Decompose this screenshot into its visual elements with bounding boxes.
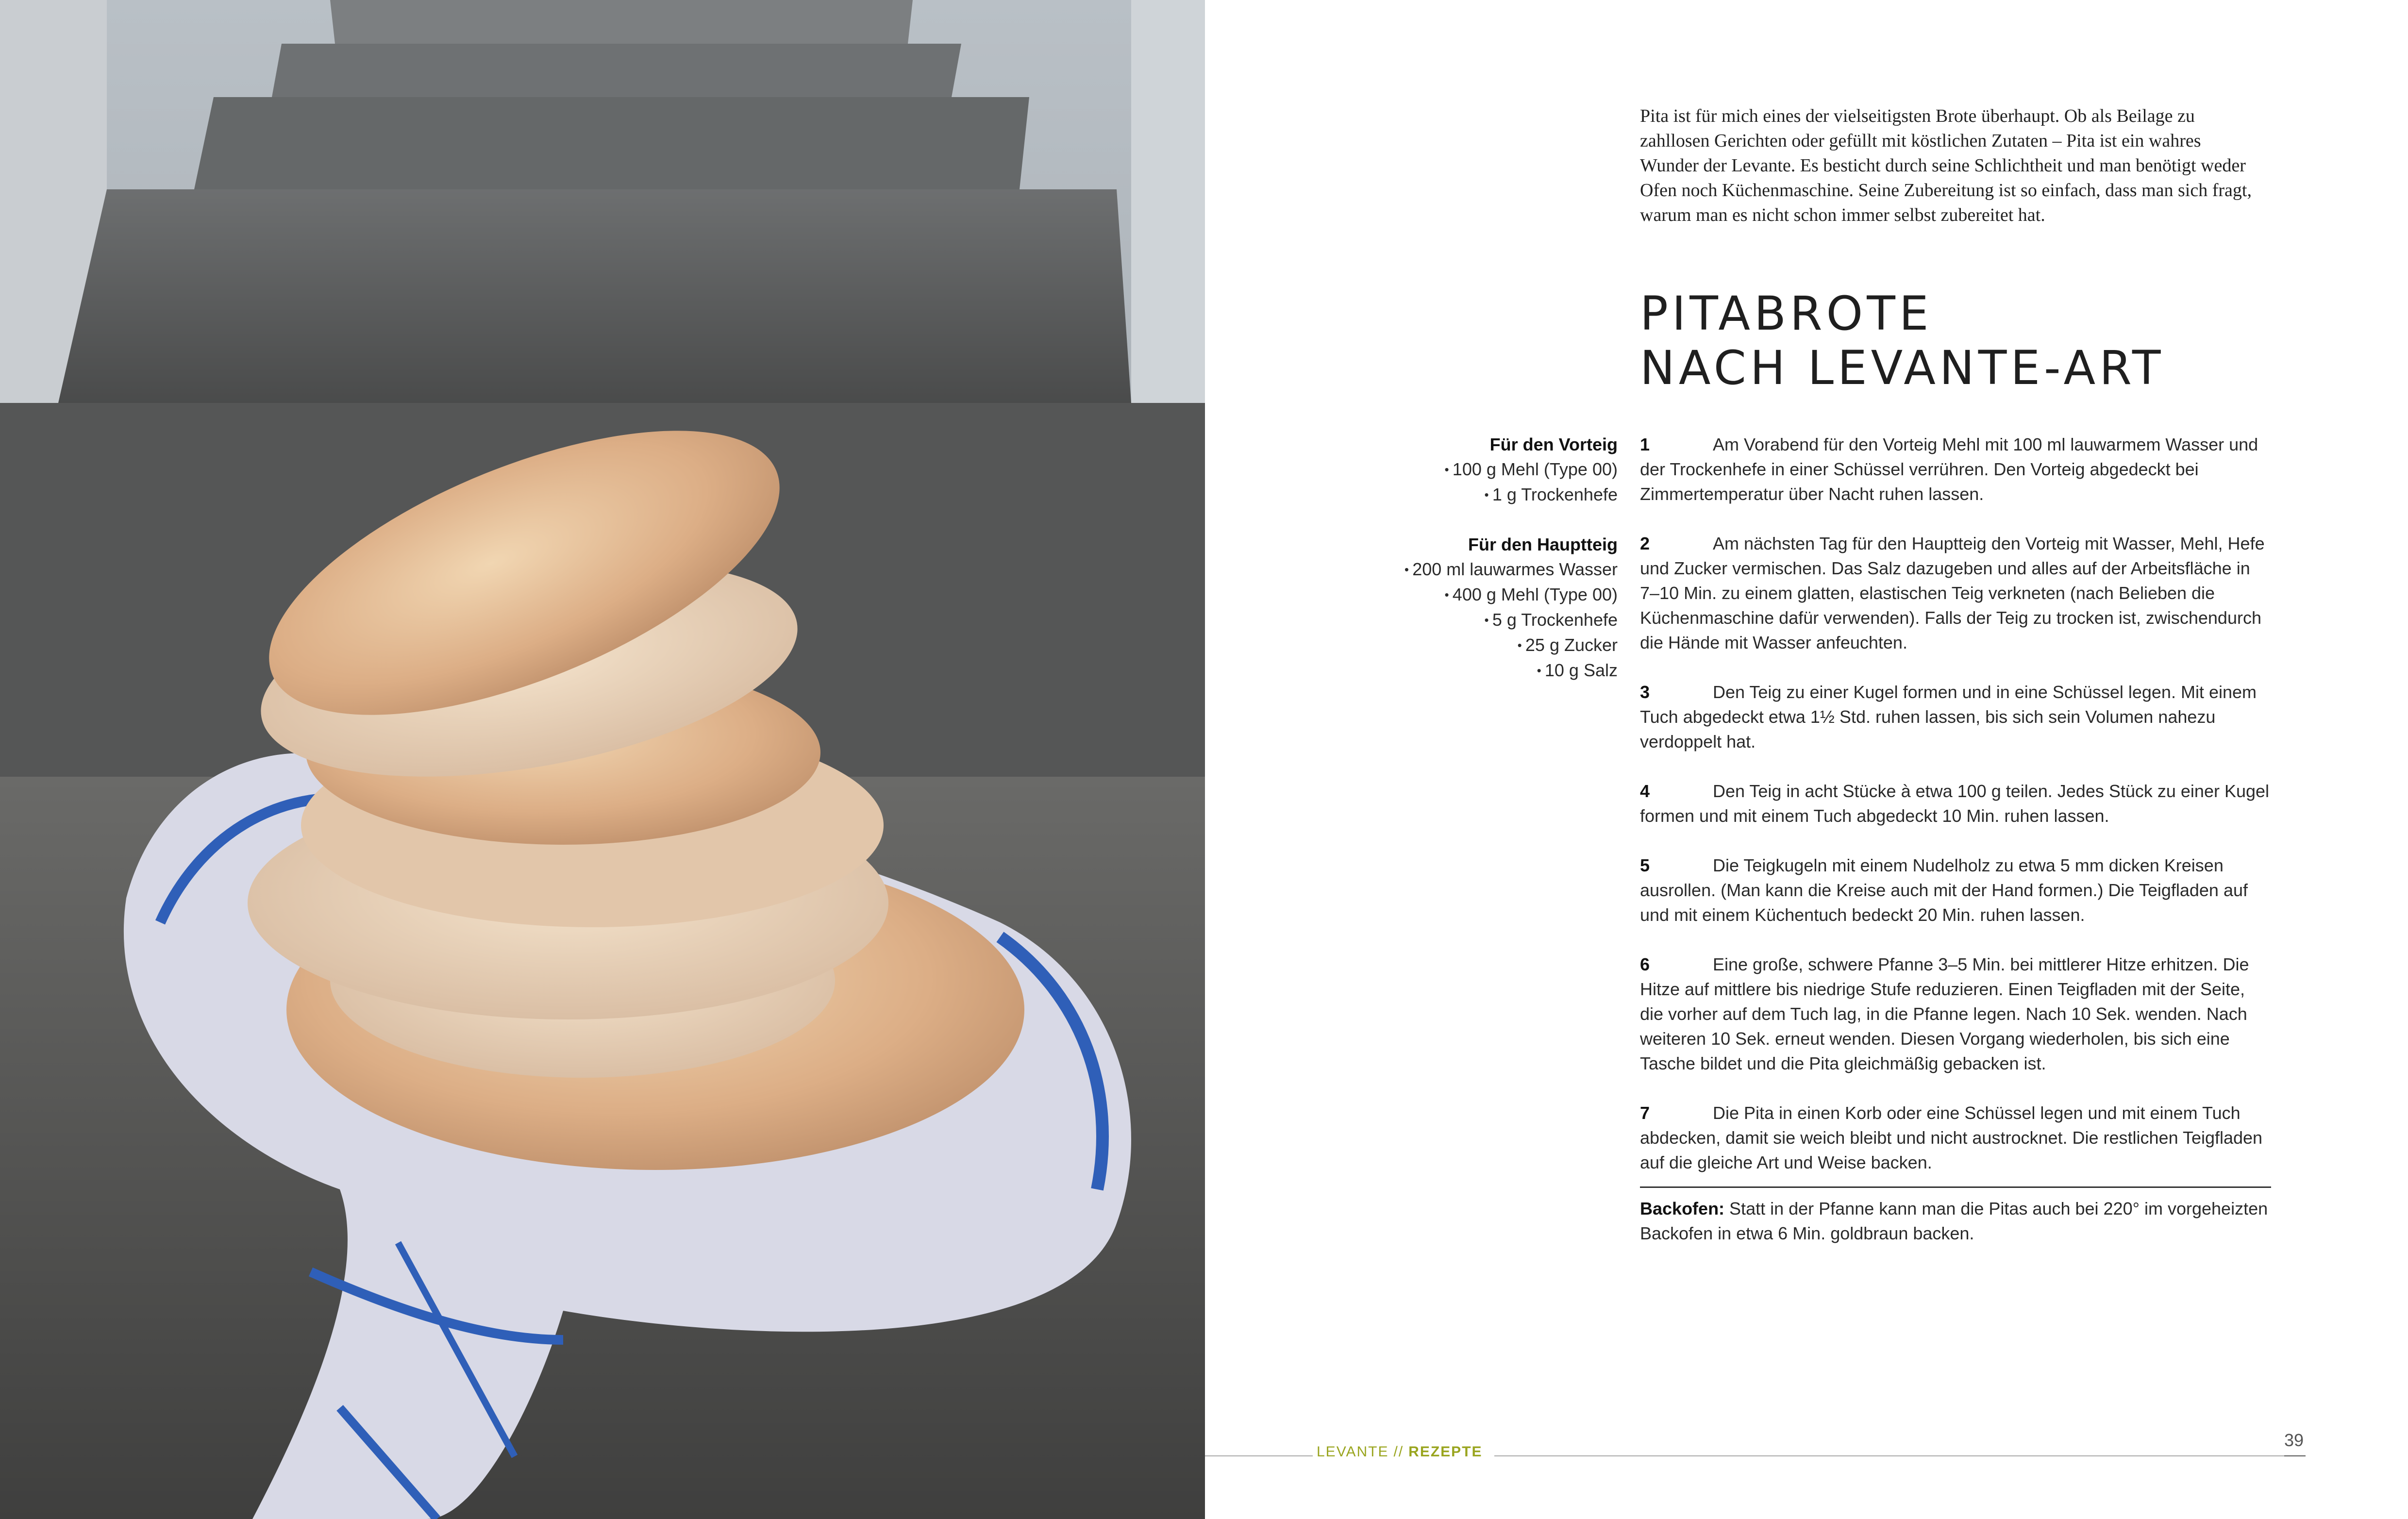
oven-note-label: Backofen: xyxy=(1640,1199,1725,1219)
ingredient-group-heading: Für den Hauptteig xyxy=(1468,534,1618,554)
step-6 xyxy=(1640,952,2271,1076)
step-number: 2 xyxy=(1640,534,1650,553)
ingredient-item: • 10 g Salz xyxy=(1350,658,1618,683)
step-text: Am nächsten Tag für den Hauptteig den Vorteig mit Wasser, Mehl, Hefe und Zucker vermischen. Das Salz dazugeben und alles auf der Arbeitsfläche in 7–10 Min. zu einem glatten, elastischen Teig verkneten (nach Belieben die Küchenmaschine dafür verwenden). Falls der Teig zu trocken ist, zwischendurch die Hände mit Wasser anfeuchten. xyxy=(1640,534,2265,652)
step-text: Den Teig in acht Stücke à etwa 100 g teilen. Jedes Stück zu einer Kugel formen und mit einem Tuch abgedeckt 10 Min. ruhen lassen. xyxy=(1640,781,2270,826)
ingredient-item: • 400 g Mehl (Type 00) xyxy=(1350,582,1618,607)
step-7 xyxy=(1640,1101,2271,1175)
recipe-title-line2: NACH LEVANTE-ART xyxy=(1640,341,2165,395)
instructions xyxy=(1640,432,2271,1200)
ingredient-item: • 25 g Zucker xyxy=(1350,633,1618,658)
ingredient-group-heading: Für den Vorteig xyxy=(1489,434,1618,454)
ingredient-group-hauptteig xyxy=(1350,532,1618,683)
footer-section: LEVANTE xyxy=(1317,1444,1389,1460)
ingredient-item: • 200 ml lauwarmes Wasser xyxy=(1350,557,1618,582)
step-5 xyxy=(1640,853,2271,927)
running-footer xyxy=(1317,1444,1483,1460)
step-number: 5 xyxy=(1640,855,1650,875)
intro-text: Pita ist für mich eines der vielseitigsten Brote überhaupt. Ob als Beilage zu zahllosen Gerichten oder gefüllt mit köstlichen Zutaten – Pita ist ein wahres Wunder der Levante. Es besticht durch seine Schlichtheit und man benötigt weder Ofen noch Küchenmaschine. Seine Zubereitung ist so einfach, dass man sich fragt, warum man es nicht schon immer selbst zubereitet hat. xyxy=(1640,106,2252,225)
step-text: Die Teigkugeln mit einem Nudelholz zu etwa 5 mm dicken Kreisen ausrollen. (Man kann die Kreise auch mit der Hand formen.) Die Teigfladen auf und mit einem Küchentuch bedeckt 20 Min. ruhen lassen. xyxy=(1640,855,2248,925)
footer-separator: // xyxy=(1393,1444,1404,1460)
recipe-title xyxy=(1640,286,2320,395)
step-number: 1 xyxy=(1640,434,1650,454)
step-number: 3 xyxy=(1640,682,1650,702)
ingredient-item: • 5 g Trockenhefe xyxy=(1350,607,1618,633)
step-number: 7 xyxy=(1640,1103,1650,1123)
step-text: Eine große, schwere Pfanne 3–5 Min. bei mittlerer Hitze erhitzen. Die Hitze auf mittlere bis niedrige Stufe reduzieren. Einen Teigfladen mit der Seite, die vorher auf dem Tuch lag, in die Pfanne legen. Nach 10 Sek. wenden. Nach weiteren 10 Sek. erneut wenden. Diesen Vorgang wiederholen, bis sich eine Tasche bildet und die Pita gleichmäßig gebacken ist. xyxy=(1640,954,2249,1073)
step-text: Am Vorabend für den Vorteig Mehl mit 100 ml lauwarmem Wasser und der Trockenhefe in einer Schüssel verrühren. Den Vorteig abgedeckt bei Zimmertemperatur über Nacht ruhen lassen. xyxy=(1640,434,2258,504)
divider xyxy=(1640,1186,2271,1188)
footer-line-left xyxy=(1205,1455,1313,1456)
step-2 xyxy=(1640,531,2271,655)
ingredient-item: • 1 g Trockenhefe xyxy=(1350,482,1618,507)
step-3 xyxy=(1640,680,2271,754)
step-text: Den Teig zu einer Kugel formen und in eine Schüssel legen. Mit einem Tuch abgedeckt etwa 1½ Std. ruhen lassen, bis sich sein Volumen nahezu verdoppelt hat. xyxy=(1640,682,2257,751)
oven-note xyxy=(1640,1196,2271,1246)
footer-category: REZEPTE xyxy=(1408,1444,1483,1460)
ingredient-item: • 100 g Mehl (Type 00) xyxy=(1350,457,1618,482)
footer-line-right xyxy=(1494,1455,2284,1456)
ingredient-group-vorteig xyxy=(1350,432,1618,507)
step-number: 4 xyxy=(1640,781,1650,801)
oven-note-text: Statt in der Pfanne kann man die Pitas auch bei 220° im vorgeheizten Backofen in etwa 6 Min. goldbraun backen. xyxy=(1640,1199,2268,1243)
step-number: 6 xyxy=(1640,954,1650,974)
recipe-title-line1: PITABROTE xyxy=(1640,286,1933,341)
step-1 xyxy=(1640,432,2271,506)
step-4 xyxy=(1640,779,2271,828)
ingredients-list xyxy=(1350,432,1618,708)
page-number-tick xyxy=(2284,1455,2306,1456)
step-text: Die Pita in einen Korb oder eine Schüssel legen und mit einem Tuch abdecken, damit sie weich bleibt und nicht austrocknet. Die restlichen Teigfladen auf die gleiche Art und Weise backen. xyxy=(1640,1103,2263,1172)
page-number: 39 xyxy=(2284,1430,2304,1450)
